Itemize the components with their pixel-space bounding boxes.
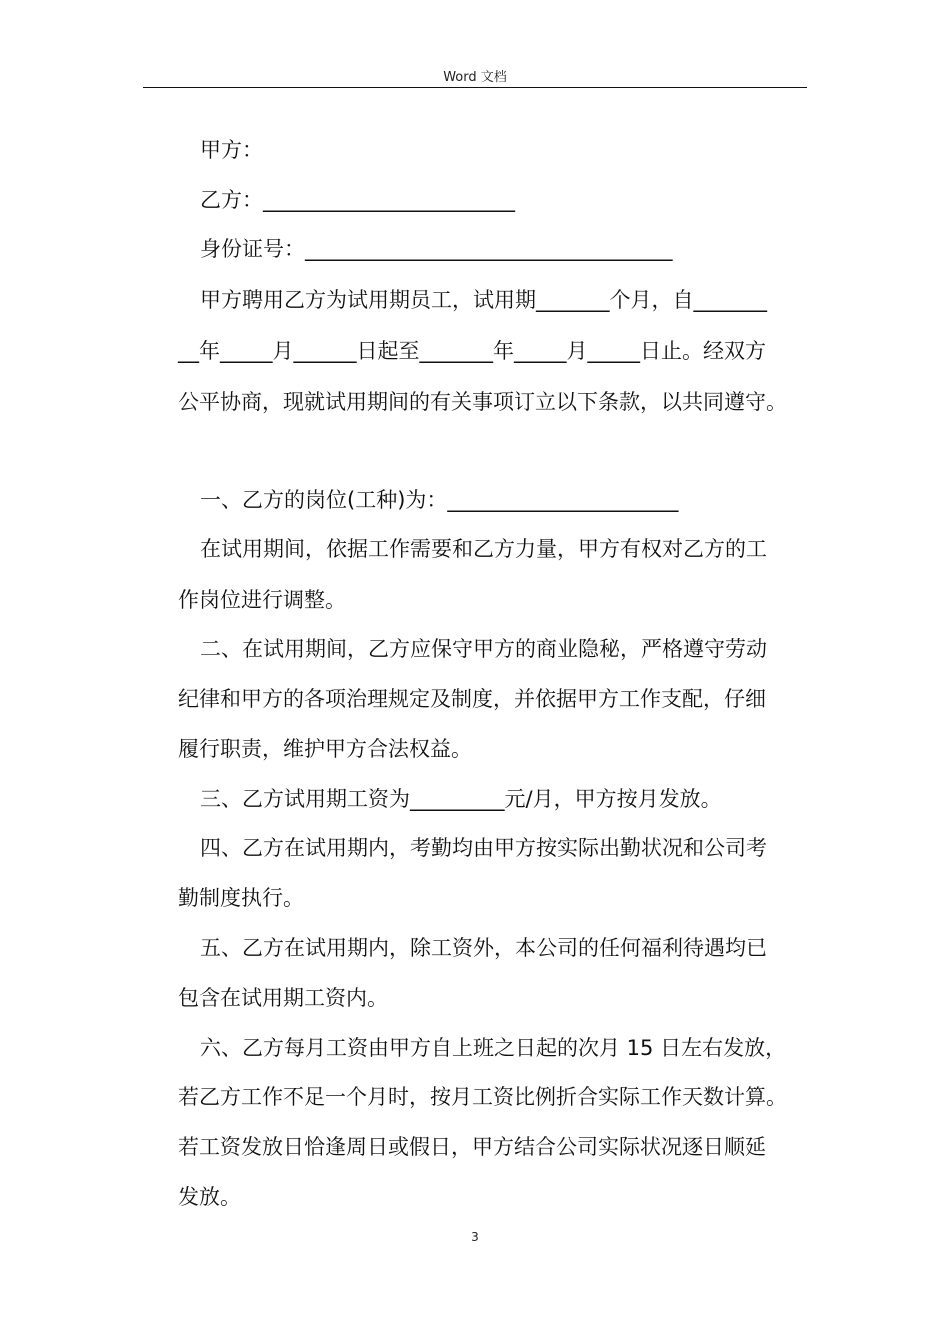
id-number-line: 身份证号：___________________________________: [200, 237, 673, 261]
paragraph-line: 包含在试用期工资内。: [178, 986, 388, 1010]
clause-3-line: 三、乙方试用期工资为_________元/月，甲方按月发放。: [200, 787, 722, 811]
party-a-line: 甲方：: [200, 138, 263, 162]
clause-4-line: 四、乙方在试用期内，考勤均由甲方按实际出勤状况和公司考: [200, 836, 767, 860]
paragraph-line: 勤制度执行。: [178, 886, 304, 910]
paragraph-line: 作岗位进行调整。: [178, 588, 346, 612]
header-title: Word 文档: [443, 70, 507, 85]
paragraph-line: 甲方聘用乙方为试用期员工，试用期_______个月，自_______: [200, 288, 767, 312]
paragraph-line: 若工资发放日恰逢周日或假日，甲方结合公司实际状况逐日顺延: [178, 1135, 766, 1159]
clause-5-line: 五、乙方在试用期内，除工资外，本公司的任何福利待遇均已: [200, 936, 767, 960]
clause-6-line: 六、乙方每月工资由甲方自上班之日起的次月 15 日左右发放，: [200, 1036, 787, 1060]
paragraph-line: 公平协商，现就试用期间的有关事项订立以下条款，以共同遵守。: [178, 390, 787, 414]
paragraph-line: __年_____月______日起至_______年_____月_____日止。经双方: [178, 339, 766, 363]
clause-1-line: 一、乙方的岗位(工种)为：______________________: [200, 488, 679, 512]
paragraph-line: 纪律和甲方的各项治理规定及制度，并依据甲方工作支配，仔细: [178, 687, 766, 711]
paragraph-line: 发放。: [178, 1185, 241, 1209]
paragraph-line: 在试用期间，依据工作需要和乙方力量，甲方有权对乙方的工: [200, 537, 767, 561]
party-b-line: 乙方：________________________: [200, 188, 515, 212]
paragraph-line: 履行职责，维护甲方合法权益。: [178, 737, 472, 761]
paragraph-line: 若乙方工作不足一个月时，按月工资比例折合实际工作天数计算。: [178, 1085, 787, 1109]
clause-2-line: 二、在试用期间，乙方应保守甲方的商业隐秘，严格遵守劳动: [200, 637, 767, 661]
header-divider: [143, 87, 807, 88]
page-number: 3: [471, 1230, 479, 1244]
